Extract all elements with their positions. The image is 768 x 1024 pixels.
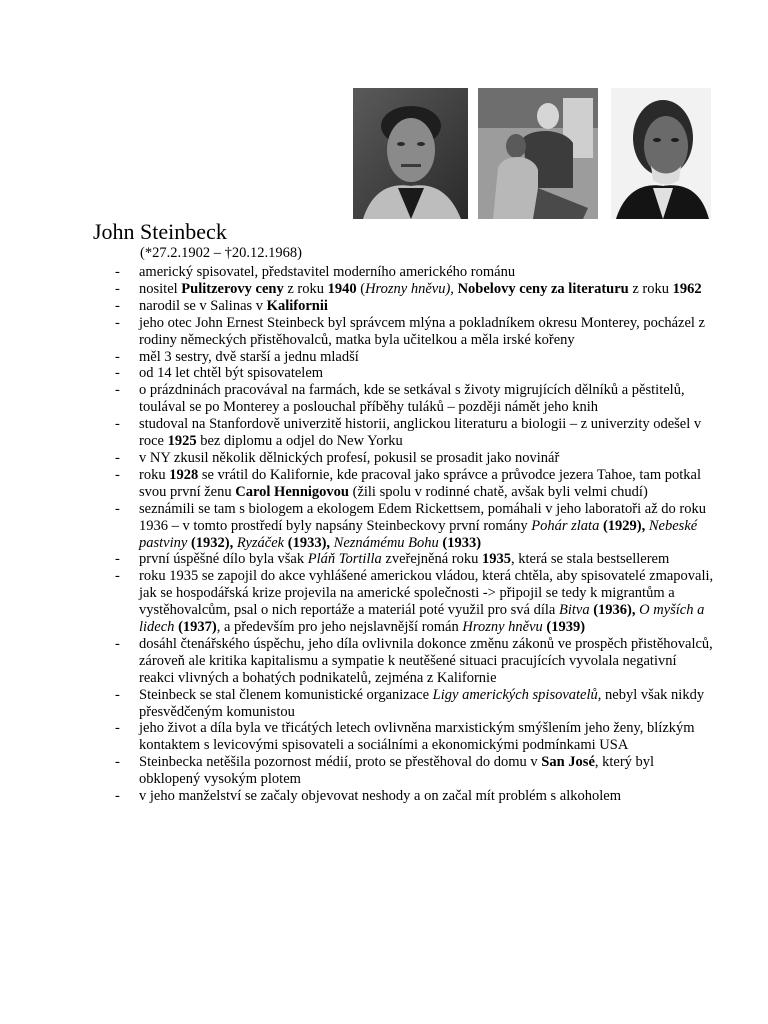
bullet-text-run: Pohár zlata: [531, 517, 600, 534]
bullet-text-run: v jeho manželství se začaly objevovat neshody a on začal mít problém s alkoholem: [139, 788, 621, 805]
bullet-text-run: seznámili se tam s biologem a ekologem Edem Rickettsem, pomáhali v jeho laboratoři až do roku 1936 – v tomto prostředí byly napsány Steinbeckovy první romány: [139, 500, 706, 534]
bullet-text-run: (: [356, 280, 366, 297]
photo-strip: [353, 88, 711, 219]
bullet-text-run: (1939): [542, 619, 586, 636]
bullet-text-run: San José: [541, 754, 595, 771]
bullet-item: [115, 720, 715, 754]
bullet-text-run: narodil se v Salinas v: [139, 297, 267, 314]
bullet-text-run: nositel: [139, 280, 182, 297]
bullet-text-run: (1936),: [589, 602, 640, 619]
bullet-text-run: Ligy amerických spisovatelů,: [432, 686, 602, 703]
bullet-item: [115, 568, 715, 636]
bullet-text-run: Carol Hennigovou: [235, 483, 349, 500]
bullet-text-run: Nobelovy ceny za literaturu: [457, 280, 629, 297]
bullet-text-run: v NY zkusil několik dělnických profesí, pokusil se prosadit jako novinář: [139, 449, 560, 466]
bullet-item: [115, 754, 715, 788]
bullet-text-run: Pláň Tortilla: [307, 551, 382, 568]
bullet-text-run: první úspěšné dílo byla však: [139, 551, 308, 568]
portrait-photo-2: [478, 88, 598, 219]
bullet-item: [115, 501, 715, 552]
bullet-item: [115, 298, 715, 315]
bullet-text-run: (žili spolu v rodinné chatě, avšak byli velmi chudí): [348, 483, 648, 500]
bullet-item: [115, 382, 715, 416]
bullet-text-run: od 14 let chtěl být spisovatelem: [139, 365, 324, 382]
bullet-text-run: 1925: [167, 433, 197, 450]
bullet-item: [115, 687, 715, 721]
bullet-text-run: Hrozny hněvu),: [365, 280, 454, 297]
bullet-text-run: roku 1935 se zapojil do akce vyhlášené americkou vládou, která chtěla, aby spisovatelé zmapovali, jak se hospodářská krize projevila na americké společnosti -> připojil se tedy k migrantům a vystěhovalcům, psal o nich reportáže a materiál poté využil pro svá díla: [139, 568, 714, 619]
bullet-text-run: (1937): [174, 619, 217, 636]
life-dates: (*27.2.1902 – †20.12.1968): [140, 245, 302, 261]
bullet-item: [115, 365, 715, 382]
bullet-text-run: 1935: [482, 551, 512, 568]
bullet-item: [115, 281, 715, 298]
bullet-text-run: jeho život a díla byla ve třicátých letech ovlivněna marxistickým smýšlením jeho ženy, blízkým kontaktem s levicovými spisovateli a sociálními a ekonomickými podmínkami USA: [139, 720, 695, 754]
bullet-text-run: Neznámému Bohu: [333, 534, 439, 551]
bullet-text-run: Steinbeck se stal členem komunistické organizace: [139, 686, 433, 703]
bullet-text-run: z roku: [283, 280, 328, 297]
bullet-text-run: , který byl obklopený vysokým plotem: [139, 754, 655, 788]
bullet-item: [115, 264, 715, 281]
bullet-text-run: americký spisovatel, představitel moderního amerického románu: [139, 264, 516, 280]
bullet-item: [115, 315, 715, 349]
bullet-text-run: nebyl však nikdy přesvědčeným komunistou: [139, 686, 705, 720]
portrait-photo-1: [353, 88, 468, 219]
bullet-text-run: 1940: [327, 280, 357, 297]
bullet-item: [115, 788, 715, 805]
bullet-item: [115, 467, 715, 501]
bullet-text-run: Kalifornii: [266, 297, 328, 314]
bullet-text-run: Nebeské pastviny: [139, 517, 698, 551]
bullet-text-run: Pulitzerovy ceny: [181, 280, 284, 297]
bullet-text-run: o prázdninách pracovával na farmách, kde se setkával s životy migrujících dělníků a pěstitelů, toulával se po Monterey a poslouchal příběhy tuláků – později námět jeho knih: [139, 382, 685, 416]
bullet-text-run: Ryzáček: [236, 534, 285, 551]
bullet-text-run: O myších a lidech: [139, 602, 705, 636]
bullet-item: [115, 551, 715, 568]
bullet-text-run: jeho otec John Ernest Steinbeck byl správcem mlýna a pokladníkem okresu Monterey, pocházel z rodiny německých přistěhovalců, matka byla učitelkou a měla irské kořeny: [139, 314, 705, 348]
bullet-item: [115, 349, 715, 366]
bullet-text-run: 1928: [169, 466, 199, 483]
bullet-text-run: Steinbecka netěšila pozornost médií, proto se přestěhoval do domu v: [139, 754, 542, 771]
bullet-item: [115, 416, 715, 450]
bullet-text-run: (1929),: [599, 517, 649, 534]
bullet-text-run: , a především pro jeho nejslavnější román: [216, 619, 463, 636]
bullet-text-run: studoval na Stanfordově univerzitě historii, anglickou literaturu a biologii – z univerzity odešel v roce: [139, 416, 702, 450]
page-title: John Steinbeck: [93, 219, 227, 244]
bullet-text-run: (1933),: [284, 534, 334, 551]
bullet-text-run: zveřejněná roku: [381, 551, 483, 568]
bullet-text-run: Bitva: [558, 602, 590, 619]
bullet-item: [115, 636, 715, 687]
bullet-text-run: měl 3 sestry, dvě starší a jednu mladší: [139, 348, 359, 365]
bullet-list: [115, 264, 715, 805]
portrait-photo-3: [611, 88, 711, 219]
bullet-text-run: , která se stala bestsellerem: [511, 551, 670, 568]
bullet-text-run: bez diplomu a odjel do New Yorku: [196, 433, 403, 450]
bullet-text-run: roku: [139, 466, 170, 483]
bullet-text-run: (1932),: [187, 534, 237, 551]
bullet-text-run: Hrozny hněvu: [462, 619, 543, 636]
bullet-text-run: (1933): [438, 534, 482, 551]
bullet-item: [115, 450, 715, 467]
bullet-text-run: se vrátil do Kalifornie, kde pracoval jako správce a průvodce jezera Tahoe, tam potkal svou první ženu: [139, 466, 702, 500]
bullet-text-run: 1962: [672, 280, 702, 297]
bullet-text-run: dosáhl čtenářského úspěchu, jeho díla ovlivnila dokonce změnu zákonů ve prospěch přistěhovalců, zároveň ale kritika kapitalismu a sympatie k neutěšené situaci pracujících vyvolala negativní reakci vlivných a bohatých podnikatelů, zejména z Kalifornie: [139, 635, 713, 686]
bullet-text-run: z roku: [628, 280, 673, 297]
